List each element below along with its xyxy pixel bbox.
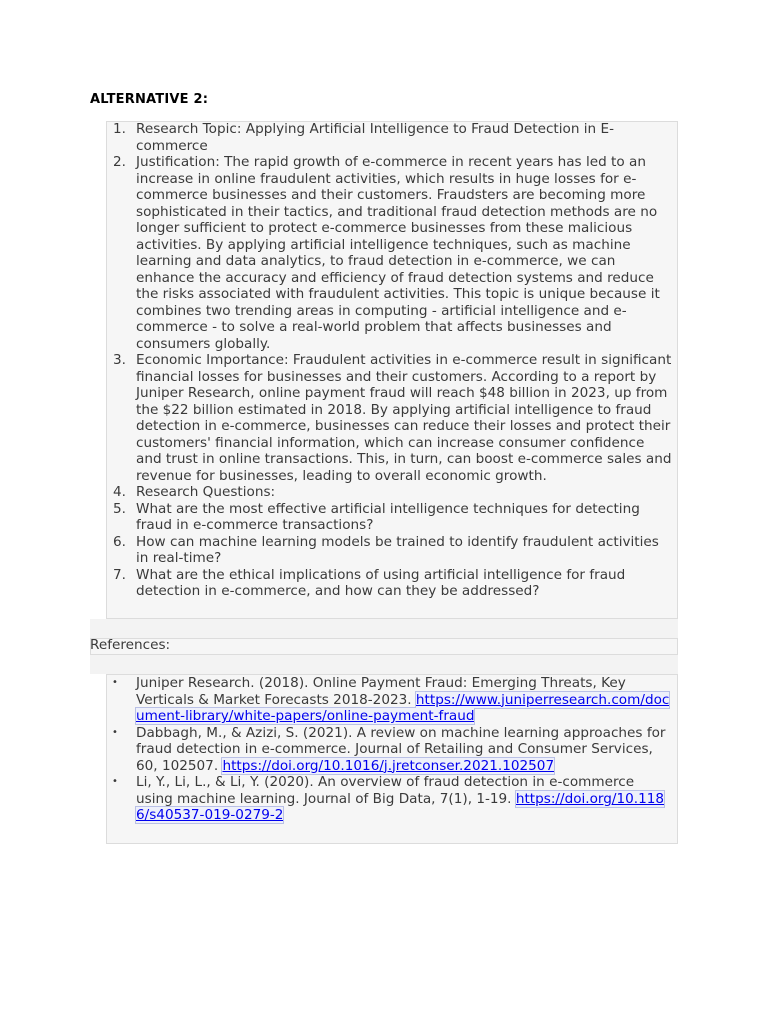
list-item: [112, 154, 674, 352]
list-item-text: What are the most effective artificial intelligence techniques for detecting fraud in e-commerce transactions?: [136, 500, 640, 533]
references-bar: [90, 638, 678, 655]
list-number: 7.: [113, 566, 126, 583]
reference-item: [112, 725, 674, 775]
list-item: [112, 567, 674, 600]
list-number: 3.: [113, 352, 126, 368]
list-item: [112, 352, 674, 484]
reference-item: [112, 774, 674, 824]
spacer-strip: [90, 619, 678, 638]
list-item-text: Research Topic: Applying Artificial Intelligence to Fraud Detection in E-commerce: [136, 121, 614, 154]
references-list: [112, 675, 674, 824]
reference-link[interactable]: https://doi.org/10.1186/s40537-019-0279-2: [136, 790, 665, 823]
bullet-icon: •: [112, 677, 118, 688]
bullet-icon: •: [112, 776, 118, 787]
spacer-strip: [90, 655, 678, 674]
reference-text: Dabbagh, M., & Azizi, S. (2021). A review on machine learning approaches for fraud detection in e-commerce. Journal of Retailing and Consumer Services, 60, 102507.: [136, 724, 666, 774]
list-item-text: Justification: The rapid growth of e-commerce in recent years has led to an increase in online fraudulent activities, which results in huge losses for e-commerce businesses and their customers. Fraudsters are becoming more sophisticated in their tactics, and traditional fraud detection methods are no longer sufficient to protect e-commerce businesses from these malicious activities. By applying artificial intelligence techniques, such as machine learning and data analytics, to fraud detection in e-commerce, we can enhance the accuracy and efficiency of fraud detection systems and reduce the risks associated with fraudulent activities. This topic is unique because it combines two trending areas in computing - artificial intelligence and e-commerce - to solve a real-world problem that affects businesses and consumers globally.: [136, 154, 660, 352]
list-number: 6.: [113, 533, 126, 550]
references-label: References:: [90, 637, 171, 653]
reference-text: Juniper Research. (2018). Online Payment Fraud: Emerging Threats, Key Verticals & Market Forecasts 2018-2023.: [136, 675, 626, 708]
numbered-list: [112, 121, 674, 600]
bullet-icon: •: [112, 726, 118, 738]
page-heading: ALTERNATIVE 2:: [90, 92, 209, 107]
reference-link[interactable]: https://doi.org/10.1016/j.jretconser.2021.102507: [222, 757, 555, 774]
list-item-text: How can machine learning models be trained to identify fraudulent activities in real-time?: [136, 533, 659, 566]
list-number: 5.: [113, 500, 126, 517]
list-number: 1.: [113, 121, 126, 137]
reference-item: [112, 675, 674, 725]
list-item: [112, 121, 674, 154]
list-item-text: What are the ethical implications of using artificial intelligence for fraud detection in e-commerce, and how can they be addressed?: [136, 566, 626, 599]
reference-text: Li, Y., Li, L., & Li, Y. (2020). An overview of fraud detection in e-commerce using machine learning. Journal of Big Data, 7(1), 1-19.: [136, 774, 635, 807]
list-number: 4.: [113, 484, 126, 500]
list-item: [112, 534, 674, 567]
reference-link[interactable]: https://www.juniperresearch.com/document-library/white-papers/online-payment-fraud: [136, 691, 670, 724]
list-number: 2.: [113, 154, 126, 170]
list-item: [112, 484, 674, 501]
list-item: [112, 501, 674, 534]
list-item-text: Research Questions:: [136, 484, 276, 500]
list-item-text: Economic Importance: Fraudulent activities in e-commerce result in significant financial losses for businesses and their customers. According to a report by Juniper Research, online payment fraud will reach $48 billion in 2023, up from the $22 billion estimated in 2018. By applying artificial intelligence to fraud detection in e-commerce, businesses can reduce their losses and protect their customers' financial information, which can increase consumer confidence and trust in online transactions. This, in turn, can boost e-commerce sales and revenue for businesses, leading to overall economic growth.: [136, 352, 672, 484]
